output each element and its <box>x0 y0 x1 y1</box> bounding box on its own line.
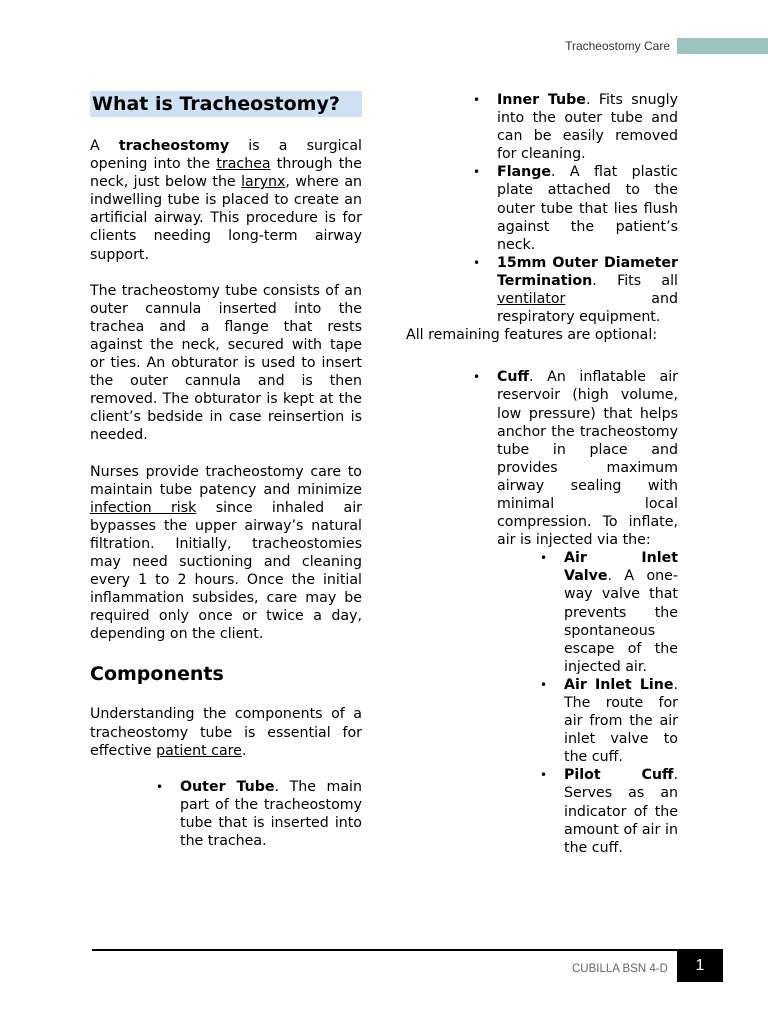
bullet-icon: • <box>473 370 481 385</box>
intro-text-c: . <box>241 742 247 759</box>
list-item-termination <box>473 254 678 326</box>
term-inner-tube: Inner Tube <box>497 92 586 108</box>
list-item-cuff <box>473 368 678 549</box>
optional-features-note: All remaining features are optional: <box>406 327 658 344</box>
link-ventilator[interactable]: ventilator <box>497 291 566 308</box>
right-column <box>406 91 678 857</box>
header-accent-bar <box>677 38 768 54</box>
intro-paragraph <box>90 137 362 264</box>
bullet-icon: • <box>540 768 548 783</box>
sub-item-text: . A one-way valve that prevents the spontaneous escape of the injected air. <box>564 568 678 675</box>
p1-text-c: is a surgical opening into the <box>90 138 362 173</box>
term-15mm-termination: 15mm Outer Diameter Termination <box>497 254 678 289</box>
intro-text-a: Understanding the components of a tracheostomy tube is essential for effective <box>90 706 362 759</box>
term-cuff: Cuff <box>497 369 530 386</box>
section-title-what-is-tracheostomy: What is Tracheostomy? <box>90 91 362 117</box>
list-item-outer-tube <box>156 778 362 850</box>
cuff-sub-items-list <box>406 549 678 857</box>
termination-text-a: . Fits all <box>592 272 678 289</box>
list-item-inner-tube <box>473 91 678 163</box>
sub-list-item <box>540 676 678 766</box>
termination-text-b: and respiratory equipment. <box>497 291 678 326</box>
outer-tube-text: . The main part of the tracheostomy tube that is inserted into the trachea. <box>180 778 362 849</box>
page-number-box <box>677 950 723 982</box>
bullet-icon: • <box>473 255 481 270</box>
bullet-icon: • <box>540 677 548 692</box>
sub-item-term: Air Inlet Valve <box>564 550 678 585</box>
components-intro-paragraph <box>90 705 362 759</box>
sub-list-item <box>540 549 678 676</box>
section-title-components: Components <box>90 663 224 686</box>
sub-item-term: Pilot Cuff <box>564 767 674 784</box>
sub-item-text: . The route for air from the air inlet valve to the cuff. <box>564 676 678 766</box>
footer-rule <box>92 949 723 951</box>
p1-text-a: A <box>90 138 119 154</box>
link-infection-risk[interactable]: infection risk <box>90 499 197 516</box>
list-item-flange <box>473 163 678 253</box>
link-patient-care[interactable]: patient care <box>156 742 242 759</box>
components-list-left <box>90 778 362 850</box>
footer-author: CUBILLA BSN 4-D <box>572 963 668 975</box>
p1-text-g: , where an indwelling tube is placed to create an artificial airway. This procedure is for clients needing long-term airway support. <box>90 174 363 263</box>
tube-description-paragraph: The tracheostomy tube consists of an outer cannula inserted into the trachea and a flange that rests against the neck, secured with tape or ties. An obturator is used to insert the outer cannula and is then removed. The obturator is kept at the client’s bedside in case reinsertion is needed. <box>90 282 362 444</box>
optional-components-list <box>406 368 678 549</box>
p1-text-e: through the neck, just below the <box>90 156 362 191</box>
term-flange: Flange <box>497 164 552 181</box>
link-larynx[interactable]: larynx <box>241 174 286 191</box>
flange-text: . A flat plastic plate attached to the outer tube that lies flush against the patient’s neck. <box>497 164 678 253</box>
term-tracheostomy: tracheostomy <box>118 138 230 154</box>
p3-text-c: since inhaled air bypasses the upper airway’s natural filtration. Initially, tracheostomies may need suctioning and cleaning every 1 to 2 hours. Once the initial inflammation subsides, care may be required only once or twice a day, depending on the client. <box>90 499 362 643</box>
link-trachea[interactable]: trachea <box>216 156 271 173</box>
term-outer-tube: Outer Tube <box>180 778 275 795</box>
components-list-right <box>406 91 678 326</box>
bullet-icon: • <box>156 779 164 794</box>
p3-text-a: Nurses provide tracheostomy care to maintain tube patency and minimize <box>90 463 362 498</box>
bullet-icon: • <box>473 93 481 107</box>
bullet-icon: • <box>540 551 548 566</box>
page-number: 1 <box>695 957 705 974</box>
cuff-text: . An inflatable air reservoir (high volume, low pressure) that helps anchor the tracheostomy tube in place and provides maximum airway sealing with minimal local compression. To inflate, air is injected via the: <box>497 369 678 549</box>
sub-item-text: . Serves as an indicator of the amount of air in the cuff. <box>564 767 678 856</box>
sub-list-item <box>540 766 678 856</box>
bullet-icon: • <box>473 165 481 180</box>
sub-item-term: Air Inlet Line <box>564 676 674 693</box>
running-header: Tracheostomy Care <box>565 39 670 53</box>
nursing-care-paragraph <box>90 463 362 644</box>
left-column <box>90 91 362 850</box>
inner-tube-text: . Fits snugly into the outer tube and can be easily removed for cleaning. <box>497 92 678 163</box>
